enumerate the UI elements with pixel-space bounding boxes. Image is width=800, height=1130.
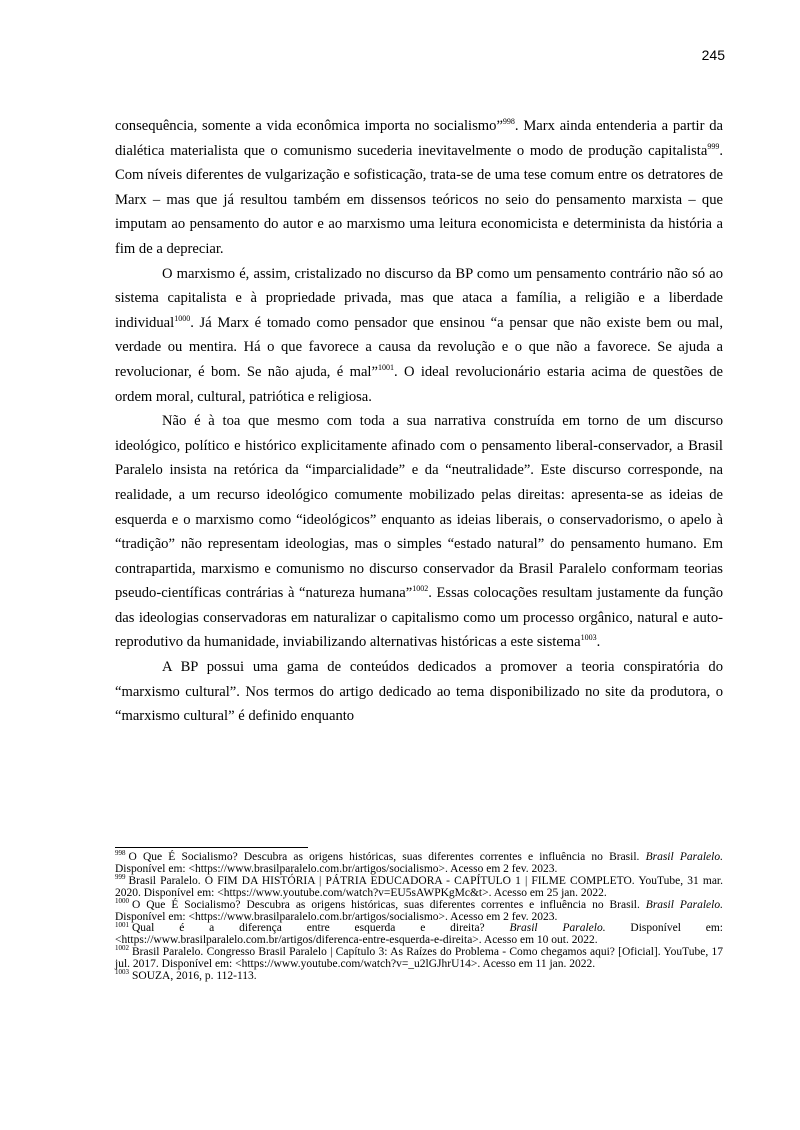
text-run: Disponível em: <https://www.brasilparalelo.com.br/artigos/socialismo>. Acesso em 2 fev. 2023. [115, 862, 558, 875]
footnote-number: 1003 [115, 968, 129, 977]
text-run: O marxismo é, assim, cristalizado no discurso da BP como um pensamento contrário não só ao sistema capitalista e à propriedade privada, mas que ataca a família, a religião e a liberdade individual [115, 265, 723, 331]
text-run: consequência, somente a vida econômica importa no socialismo” [115, 118, 503, 134]
text-run: . [596, 634, 601, 651]
body-text [115, 114, 723, 729]
page-number: 245 [701, 47, 725, 63]
footnote [115, 968, 723, 983]
italic-text-run: Brasil Paralelo. [645, 851, 723, 863]
footnote [115, 896, 723, 924]
footnote [115, 872, 723, 900]
footnote-reference: 1001 [377, 363, 394, 373]
footnote-number: 1002 [115, 944, 129, 953]
footnote-number: 1000 [115, 896, 129, 905]
footnote-reference: 998 [502, 117, 515, 127]
text-run: A BP possui uma gama de conteúdos dedicados a promover a teoria conspiratória do “marxismo cultural”. Nos termos do artigo dedicado ao tema disponibilizado no site da produtora, o “marxismo cultural” é definido enquanto [115, 659, 723, 725]
text-run: . Com níveis diferentes de vulgarização e sofisticação, trata-se de uma tese comum entre os detratores de Marx – mas que já resultou também em dissensos teóricos no seio do pensamento marxista – que imputam ao pensamento do autor e ao marxismo uma leitura economicista e determinista da história a fim de a depreciar. [115, 142, 723, 257]
italic-text-run: Brasil Paralelo. [645, 898, 723, 911]
text-run: . Marx ainda entenderia a partir da dialética materialista que o comunismo sucederia inevitavelmente o modo de produção capitalista [115, 118, 723, 159]
footnote-reference: 1003 [580, 633, 597, 643]
text-run: . O ideal revolucionário estaria acima de questões de ordem moral, cultural, patriótica e religiosa. [115, 363, 723, 405]
text-run: Brasil Paralelo. Congresso Brasil Paralelo | Capítulo 3: As Raízes do Problema - Como chegamos aqui? [Oficial]. YouTube, 17 jul. 2017. Disponível em: <https://www.youtube.com/watch?v=_u2lGJhrU14>. Acesso em 11 jan. 2022. [115, 946, 723, 971]
footnote-separator [115, 847, 308, 848]
text-run: SOUZA, 2016, p. 112-113. [132, 970, 257, 983]
text-run: Qual é a diferença entre esquerda e direita? [132, 922, 510, 935]
footnote [115, 849, 723, 876]
text-run: Não é à toa que mesmo com toda a sua narrativa construída em torno de um discurso ideológico, político e histórico explicitamente afinado com o pensamento liberal-conservador, a Brasil Paralelo insista na retórica da “imparcialidade” e da “neutralidade”. Este discurso corresponde, na realidade, a um recurso ideológico comumente mobilizado pelas direitas: apresenta-se as ideias de esquerda e o marxismo como “ideológicos” enquanto as ideias liberais, o conservadorismo, o apelo à “tradição” não representam ideologias, mas o simples “estado natural” do pensamento humano. Em contrapartida, marxismo e comunismo no discurso conservador da Brasil Paralelo conformam teorias pseudo-científicas contrárias à “natureza humana” [115, 413, 723, 602]
footnote-number: 998 [115, 849, 126, 858]
footnote-reference: 1000 [174, 313, 191, 323]
text-run: O Que É Socialismo? Descubra as origens históricas, suas diferentes correntes e influência no Brasil. [128, 851, 646, 863]
footnotes [115, 849, 723, 983]
text-run: . Essas colocações resultam justamente da função das ideologias conservadoras em naturalizar o capitalismo como um processo orgânico, natural e auto-reprodutivo da humanidade, inviabilizando alternativas históricas a este sistema [115, 585, 723, 651]
text-run: Brasil Paralelo. O FIM DA HISTÓRIA | PÁTRIA EDUCADORA - CAPÍTULO 1 | FILME COMPLETO. YouTube, 31 mar. 2020. Disponível em: <https://www.youtube.com/watch?v=EU5sAWPKgMc&t>. Acesso em 25 jan. 2022. [115, 874, 723, 899]
footnote [115, 944, 723, 971]
footnote-reference: 1002 [412, 584, 429, 594]
footnote [115, 920, 723, 947]
footnote-reference: 999 [707, 141, 720, 151]
paragraph [115, 114, 723, 262]
text-run: Disponível em: <https://www.brasilparalelo.com.br/artigos/diferenca-entre-esquerda-e-direita>. Acesso em 10 out. 2022. [115, 922, 723, 947]
text-run: . Já Marx é tomado como pensador que ensinou “a pensar que não existe bem ou mal, verdade ou mentira. Há o que favorece a causa da revolução e o que não a favorece. Se ajuda a revolucionar, é bom. Se não ajuda, é mal” [115, 314, 723, 380]
paragraph [115, 262, 723, 410]
text-run: O Que É Socialismo? Descubra as origens históricas, suas diferentes correntes e influência no Brasil. [132, 898, 646, 911]
paragraph [115, 655, 723, 729]
text-run: Disponível em: <https://www.brasilparalelo.com.br/artigos/socialismo>. Acesso em 2 fev. 2023. [115, 910, 558, 923]
italic-text-run: Brasil Paralelo. [509, 922, 606, 935]
footnote-number: 999 [115, 872, 126, 881]
paragraph [115, 409, 723, 655]
footnote-number: 1001 [115, 920, 129, 929]
